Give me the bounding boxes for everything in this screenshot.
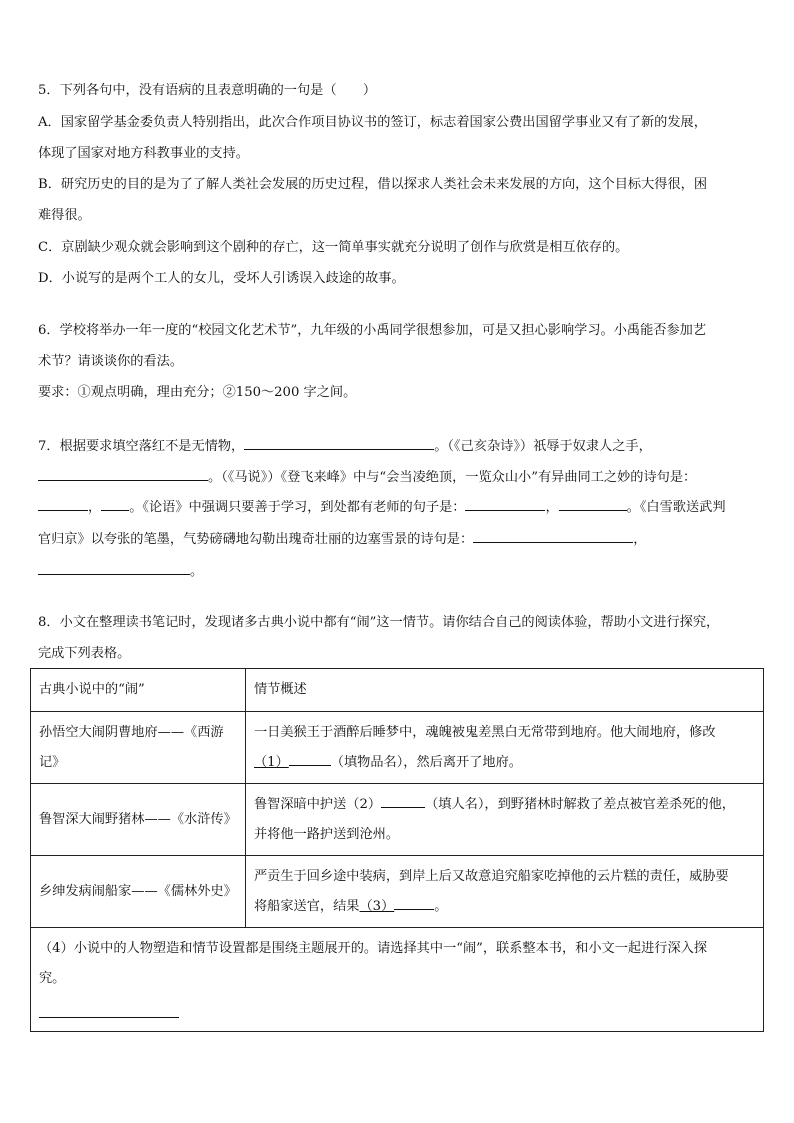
novel-table [30,668,764,1032]
row2-text: （填人名），到野猪林时解救了差点被官差杀死的他， [425,796,735,812]
q5-option-c: C．京剧缺少观众就会影响到这个剧种的存亡，这一简单事实就充分说明了创作与欣赏是相互依存的。 [38,240,629,255]
q7-line-4 [38,530,646,549]
q7-line-5 [38,562,203,581]
q7-text: 7．根据要求填空落红不是无情物， [38,439,245,454]
q7-line-3 [38,498,726,517]
row2-summary-line1 [254,790,755,820]
q5-stem: 5．下列各句中，没有语病的且表意明确的一句是（ ） [38,83,377,98]
q5-option-b-cont: 难得很。 [38,208,91,223]
row4-line1: （4）小说中的人物塑造和情节设置都是围绕主题展开的。请选择其中一“闹”，联系整本书，和小文一起进行深入探 [39,941,708,956]
row2-novel: 鲁智深大闹野猪林——《水浒传》 [31,784,246,856]
blank-tag-3: （3） [359,898,395,914]
row1-summary-line1: 一日美猴王于酒醉后睡梦中，魂魄被鬼差黑白无常带到地府。他大闹地府，修改 [254,724,716,740]
q7-text: 。（《马说》）《登飞来峰》中与“会当凌绝顶，一览众山小”有异曲同工之妙的诗句是： [208,470,697,485]
row4-cell [31,928,764,1032]
table-header-row [31,669,764,712]
row2-text: 鲁智深暗中护送（2） [254,796,382,812]
q6-requirements: 要求：①观点明确，理由充分；②150～200 字之间。 [38,385,357,400]
row3-summary-line1: 严贡生于回乡途中装病，到岸上后又故意追究船家吃掉他的云片糕的责任，威胁要 [254,868,729,884]
q5-option-b: B．研究历史的目的是为了了解人类社会发展的历史过程，借以探求人类社会未来发展的方向，这个目标大得很，困 [38,177,708,192]
row2-summary [246,784,764,856]
row4-line2: 究。 [39,971,66,986]
q7-text: 官归京》以夸张的笔墨，气势磅礴地勾勒出瑰奇壮丽的边塞雪景的诗句是： [38,532,474,547]
q7-line-2 [38,468,696,487]
row3-text: 。 [434,898,448,914]
table-row [31,784,764,856]
table-row-discussion [31,928,764,1032]
answer-blank[interactable] [101,498,129,511]
row3-novel: 乡绅发病闹船家——《儒林外史》 [31,856,246,928]
row3-summary-line2 [254,892,755,922]
answer-blank[interactable] [244,437,434,450]
answer-blank[interactable] [473,530,633,543]
q8-stem: 8．小文在整理读书笔记时，发现诸多古典小说中都有“闹”这一情节。请你结合自己的阅读体验，帮助小文进行探究， [38,615,720,630]
answer-blank[interactable] [38,562,190,575]
answer-blank[interactable] [38,468,208,481]
q7-line-1 [38,437,652,456]
table-row [31,712,764,784]
q7-text: 。（《己亥杂诗》）祇辱于奴隶人之手， [434,439,652,454]
row3-text: 将船家送官，结果 [254,898,360,914]
header-cell-summary: 情节概述 [246,669,764,712]
table-row [31,856,764,928]
row4-answer-area [39,1000,755,1030]
row1-summary-line2 [254,748,755,778]
row1-summary [246,712,764,784]
answer-blank[interactable] [38,498,88,511]
row2-summary-line2: 并将他一路护送到沧州。 [254,826,400,842]
row1-summary-rest: （填物品名），然后离开了地府。 [330,754,522,770]
q7-text: ， [88,500,102,515]
header-cell-novel: 古典小说中的“闹” [31,669,246,712]
answer-blank-1[interactable] [289,753,331,766]
q5-option-a-cont: 体现了国家对地方科教事业的支持。 [38,146,249,161]
answer-blank[interactable] [465,498,545,511]
q7-text: 。 [190,564,204,579]
q7-text: 。《白雪歌送武判 [626,500,726,515]
answer-blank-2[interactable] [381,795,425,808]
q7-text: 。《论语》中强调只要善于学习，到处都有老师的句子是： [129,500,466,515]
row1-novel: 孙悟空大闹阴曹地府——《西游记》 [31,712,246,784]
q6-stem-cont: 术节？请谈谈你的看法。 [38,354,184,369]
row3-summary [246,856,764,928]
blank-tag-1: （1） [254,754,289,770]
answer-blank[interactable] [559,498,627,511]
q5-option-d: D．小说写的是两个工人的女儿，受坏人引诱误入歧途的故事。 [38,271,405,286]
answer-blank-4[interactable] [39,1005,179,1018]
q6-stem: 6．学校将举办一年一度的“校园文化艺术节”，九年级的小禹同学很想参加，可是又担心影响学习。小禹能否参加艺 [38,323,707,338]
q5-option-a: A．国家留学基金委负责人特别指出，此次合作项目协议书的签订，标志着国家公费出国留学事业又有了新的发展， [38,115,707,130]
q7-text: ， [545,500,559,515]
answer-blank-3[interactable] [394,897,434,910]
q8-stem-cont: 完成下列表格。 [38,646,131,661]
q7-text: ， [633,532,647,547]
